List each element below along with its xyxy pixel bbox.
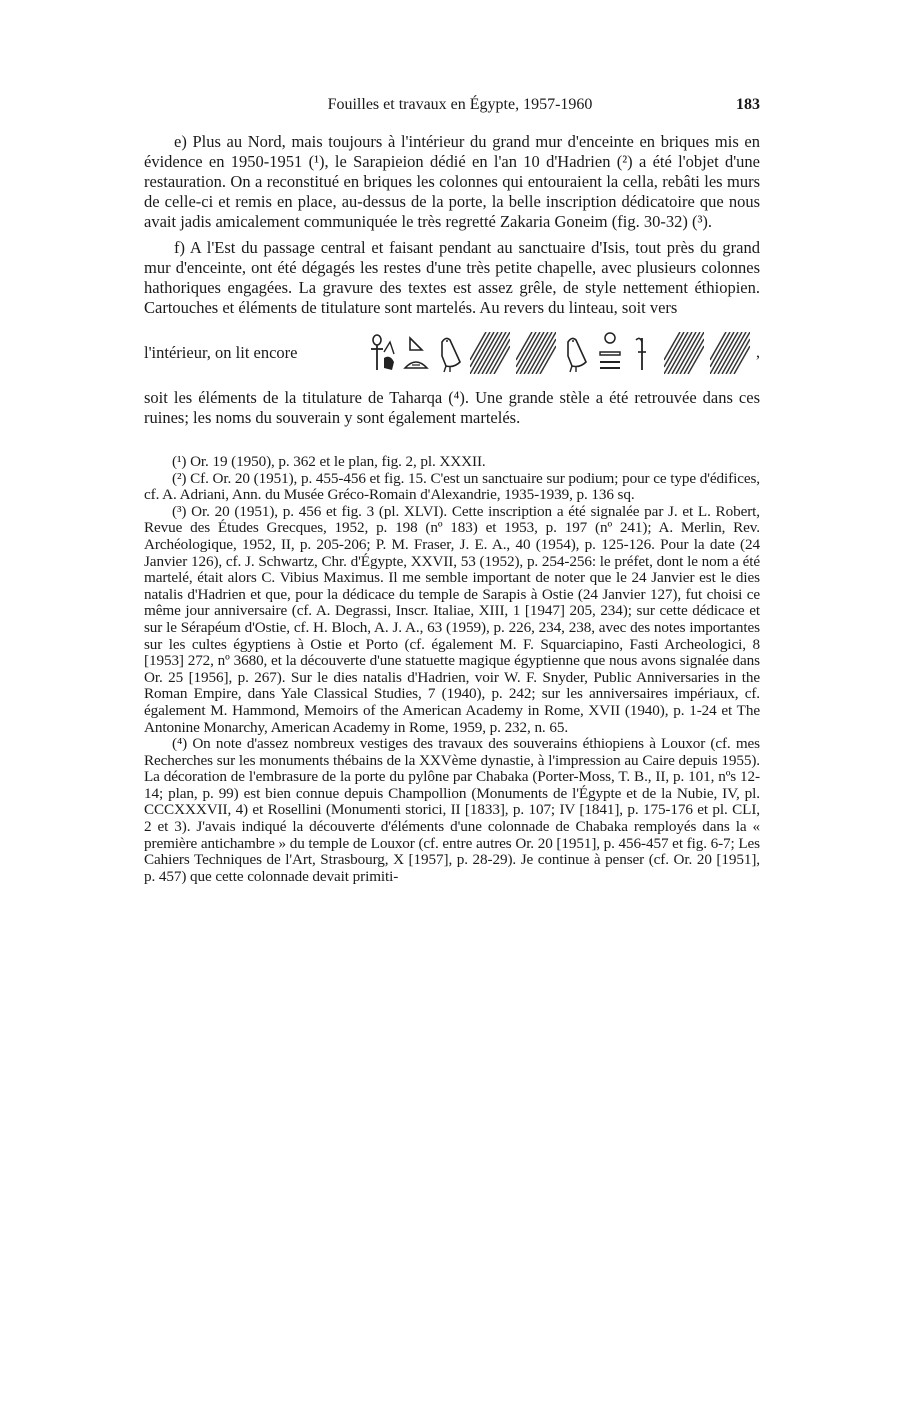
page-number: 183 — [736, 96, 760, 113]
main-text — [144, 132, 760, 428]
footnote-3: (³) Or. 20 (1951), p. 456 et fig. 3 (pl. XLVI). Cette inscription a été signalée par J. et L. Robert, Revue des Études Grecques, 1952, p. 198 (nº 183) et 1953, p. 197 (nº 241); A. Merlin, Rev. Archéologique, 1952, II, p. 205-206; P. M. Fraser, J. E. A., 40 (1954), p. 125-126. Pour la date (24 Janvier 126), cf. J. Schwartz, Chr. d'Égypte, XXVII, 53 (1952), p. 254-256: le préfet, dont le nom a été martelé, était alors C. Vibius Maximus. Il me semble important de noter que le 24 Janvier est le dies natalis d'Hadrien et que, pour la dédicace du temple de Sarapis à Ostie (24 Janvier 127), fut choisi ce même jour anniversaire (cf. A. Degrassi, Inscr. Italiae, XIII, 1 [1947] 205, 234); sur cette dédicace et sur le Sérapéum d'Ostie, cf. H. Bloch, A. J. A., 63 (1959), p. 226, 234, 238, avec des notes importantes sur les cultes égyptiens à Ostie et Porto (cf. également M. F. Squarciapino, Fasti Archeologici, 8 [1953] 272, nº 3680, et la découverte d'une statuette magique égyptienne que nous avons signalée dans Or. 25 [1956], p. 267). Sur le dies natalis d'Hadrien, voir W. F. Snyder, Public Anniversaries in the Roman Empire, dans Yale Classical Studies, 7 (1940), p. 242; sur les anniversaires impériaux, cf. également M. Hammond, Memoirs of the American Academy in Rome, XVII (1940), p. 1-24 et The Antonine Monarchy, American Academy in Rome, 1959, p. 232, n. 65. — [144, 502, 760, 736]
sun-water-icon — [596, 332, 624, 374]
paragraph-f-continued: soit les éléments de la titulature de Taharqa (⁴). Une grande stèle a été retrouvée dans ces ruines; les noms du souverain y sont également martelés. — [144, 388, 760, 427]
bee-bread-icon — [402, 332, 430, 374]
footnote-2: (²) Cf. Or. 20 (1951), p. 455-456 et fig. 15. C'est un sanctuaire sur podium; pour ce type d'édifices, cf. A. Adriani, Ann. du Musée Gréco-Romain d'Alexandrie, 1935-1939, p. 136 sq. — [144, 469, 760, 504]
reed-icon — [630, 332, 658, 374]
footnote-1: (¹) Or. 19 (1950), p. 362 et le plan, fig. 2, pl. XXXII. — [172, 453, 486, 470]
bird-icon — [436, 332, 464, 374]
erased-cartouche-icon — [516, 332, 556, 374]
paragraph-f: f) A l'Est du passage central et faisant pendant au sanctuaire d'Isis, tout près du grand mur d'enceinte, ont été dégagés les restes d'une très petite chapelle, avec plusieurs colonnes hathoriques engagées. La gravure des textes est assez grêle, de style nettement éthiopien. Cartouches et éléments de titulature sont martelés. Au revers du linteau, soit vers — [144, 238, 760, 317]
hieroglyph-lead-text: l'intérieur, on lit encore — [144, 343, 298, 362]
hieroglyph-line — [144, 320, 760, 386]
footnotes — [144, 454, 760, 885]
running-title: Fouilles et travaux en Égypte, 1957-1960 — [327, 96, 593, 113]
paragraph-e: e) Plus au Nord, mais toujours à l'intérieur du grand mur d'enceinte en briques mis en évidence en 1950-1951 (¹), le Sarapieion dédié en l'an 10 d'Hadrien (²) a été l'objet d'une restauration. On a reconstitué en briques les colonnes qui entouraient la cella, rebâti les murs de celle-ci et remis en place, au-dessus de la porte, la belle inscription dédicatoire que nous avait jadis amicalement communiquée le très regretté Zakaria Goneim (fig. 30-32) (³). — [144, 132, 760, 231]
erased-cartouche-icon — [470, 332, 510, 374]
hieroglyph-inscription — [368, 332, 760, 374]
document-page — [144, 96, 760, 885]
hieroglyph-end-punctuation: , — [756, 344, 760, 361]
erased-cartouche-icon — [664, 332, 704, 374]
footnote-4: (⁴) On note d'assez nombreux vestiges des travaux des souverains éthiopiens à Louxor (cf. mes Recherches sur les monuments thébains de la XXVème dynastie, à l'impression au Caire depuis 1955). La décoration de l'embrasure de la porte du pylône par Chabaka (Porter-Moss, T. B., II, p. 101, nºs 12-14; plan, p. 99) est bien connue depuis Champollion (Monuments de l'Égypte et de la Nubie, IV, pl. CCCXXXVII, 4) et Rosellini (Monumenti storici, II [1833], p. 107; IV [1841], p. 175-176 et pl. CLI, 2 et 3). J'avais indiqué la découverte d'éléments d'une colonnade de Chabaka remployés dans la « première antichambre » du temple de Louxor (cf. entre autres Or. 20 [1951], p. 456-457 et fig. 6-7; Les Cahiers Techniques de l'Art, Strasbourg, X [1957], p. 28-29). Je continue à penser (cf. Or. 20 [1951], p. 457) que cette colonnade devait primiti- — [144, 735, 760, 885]
erased-cartouche-icon — [710, 332, 750, 374]
page-header — [144, 96, 760, 132]
ankh-sedge-icon — [368, 332, 396, 374]
bird-icon — [562, 332, 590, 374]
